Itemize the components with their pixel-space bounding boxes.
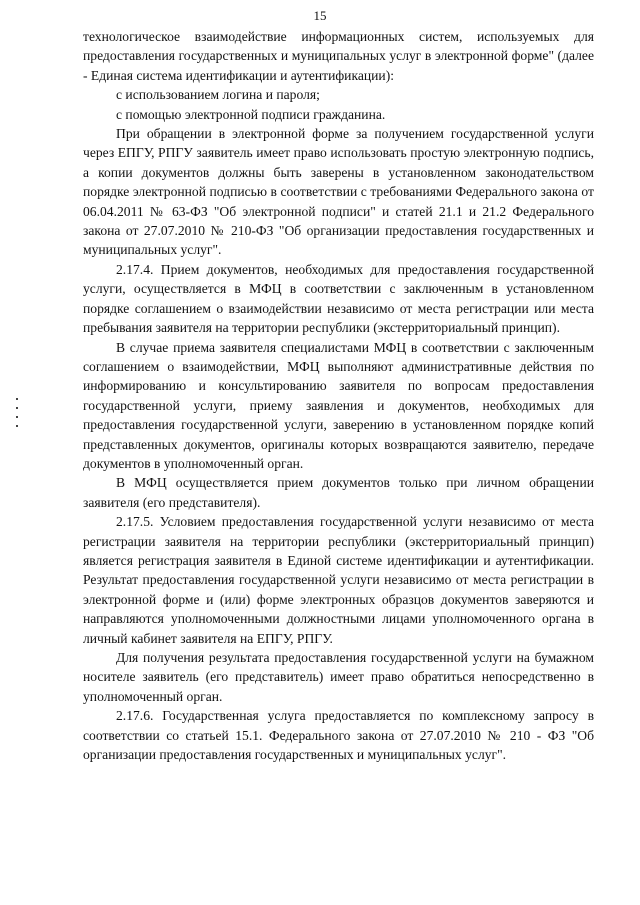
paragraph: 2.17.6. Государственная услуга предоставляется по комплексному запросу в соответствии со статьей 15.1. Федерального закона от 27.07.2010 № 210 - ФЗ "Об организации предоставления государственных и муниципальных услуг".	[83, 708, 594, 763]
margin-dot	[16, 425, 18, 427]
paragraph: При обращении в электронной форме за получением государственной услуги через ЕПГУ, РПГУ заявитель имеет право использовать простую электронную подпись, а копии документов должны быть заверены в установленном законодательством порядке электронной подписью в соответствии с требованиями Федерального закона от 06.04.2011 № 63-ФЗ "Об электронной подписи" и статей 21.1 и 21.2 Федерального закона от 27.07.2010 № 210-ФЗ "Об организации предоставления государственных и муниципальных услуг".	[83, 126, 594, 258]
margin-dot	[16, 416, 18, 418]
paragraph: с использованием логина и пароля;	[116, 87, 320, 103]
margin-dot	[16, 398, 18, 400]
paragraph: технологическое взаимодействие информационных систем, используемых для предоставления государственных и муниципальных услуг в электронной форме" (далее - Единая система идентификации и аутентификации):	[83, 29, 594, 83]
margin-mark	[16, 398, 18, 438]
document-body	[83, 27, 594, 764]
paragraph: В МФЦ осуществляется прием документов только при личном обращении заявителя (его представителя).	[83, 475, 594, 510]
paragraph: В случае приема заявителя специалистами МФЦ в соответствии с заключенным соглашением о взаимодействии, МФЦ выполняют административные действия по информированию и консультированию заявителя по вопросам предоставления государственной услуги, приему заявления и документов, необходимых для предоставления государственной услуги, заверению в установленном порядке копий представленных документов, оригиналы которых возвращаются заявителю, передаче документов в уполномоченный орган.	[83, 339, 594, 471]
paragraph: Для получения результата предоставления государственной услуги на бумажном носителе заявитель (его представитель) имеет право обратиться непосредственно в уполномоченный орган.	[83, 650, 594, 704]
paragraph: 2.17.5. Условием предоставления государственной услуги независимо от места регистрации заявителя на территории республики (экстерриториальный принцип) является регистрация заявителя в Единой системе идентификации и аутентификации. Результат предоставления государственной услуги независимо от места регистрации в электронной форме и (или) форме электронных образцов документов заверяются и направляются уполномоченными должностными лицами уполномоченного органа в личный кабинет заявителя на ЕПГУ, РПГУ.	[83, 514, 594, 646]
paragraph: с помощью электронной подписи гражданина.	[116, 106, 386, 122]
page-number: 15	[313, 8, 327, 23]
paragraph: 2.17.4. Прием документов, необходимых для предоставления государственной услуги, осуществляется в МФЦ в соответствии с заключенным в установленном порядке соглашением о взаимодействии независимо от места регистрации или места пребывания заявителя на территории республики (экстерриториальный принцип).	[83, 261, 594, 336]
margin-dot	[16, 407, 18, 409]
